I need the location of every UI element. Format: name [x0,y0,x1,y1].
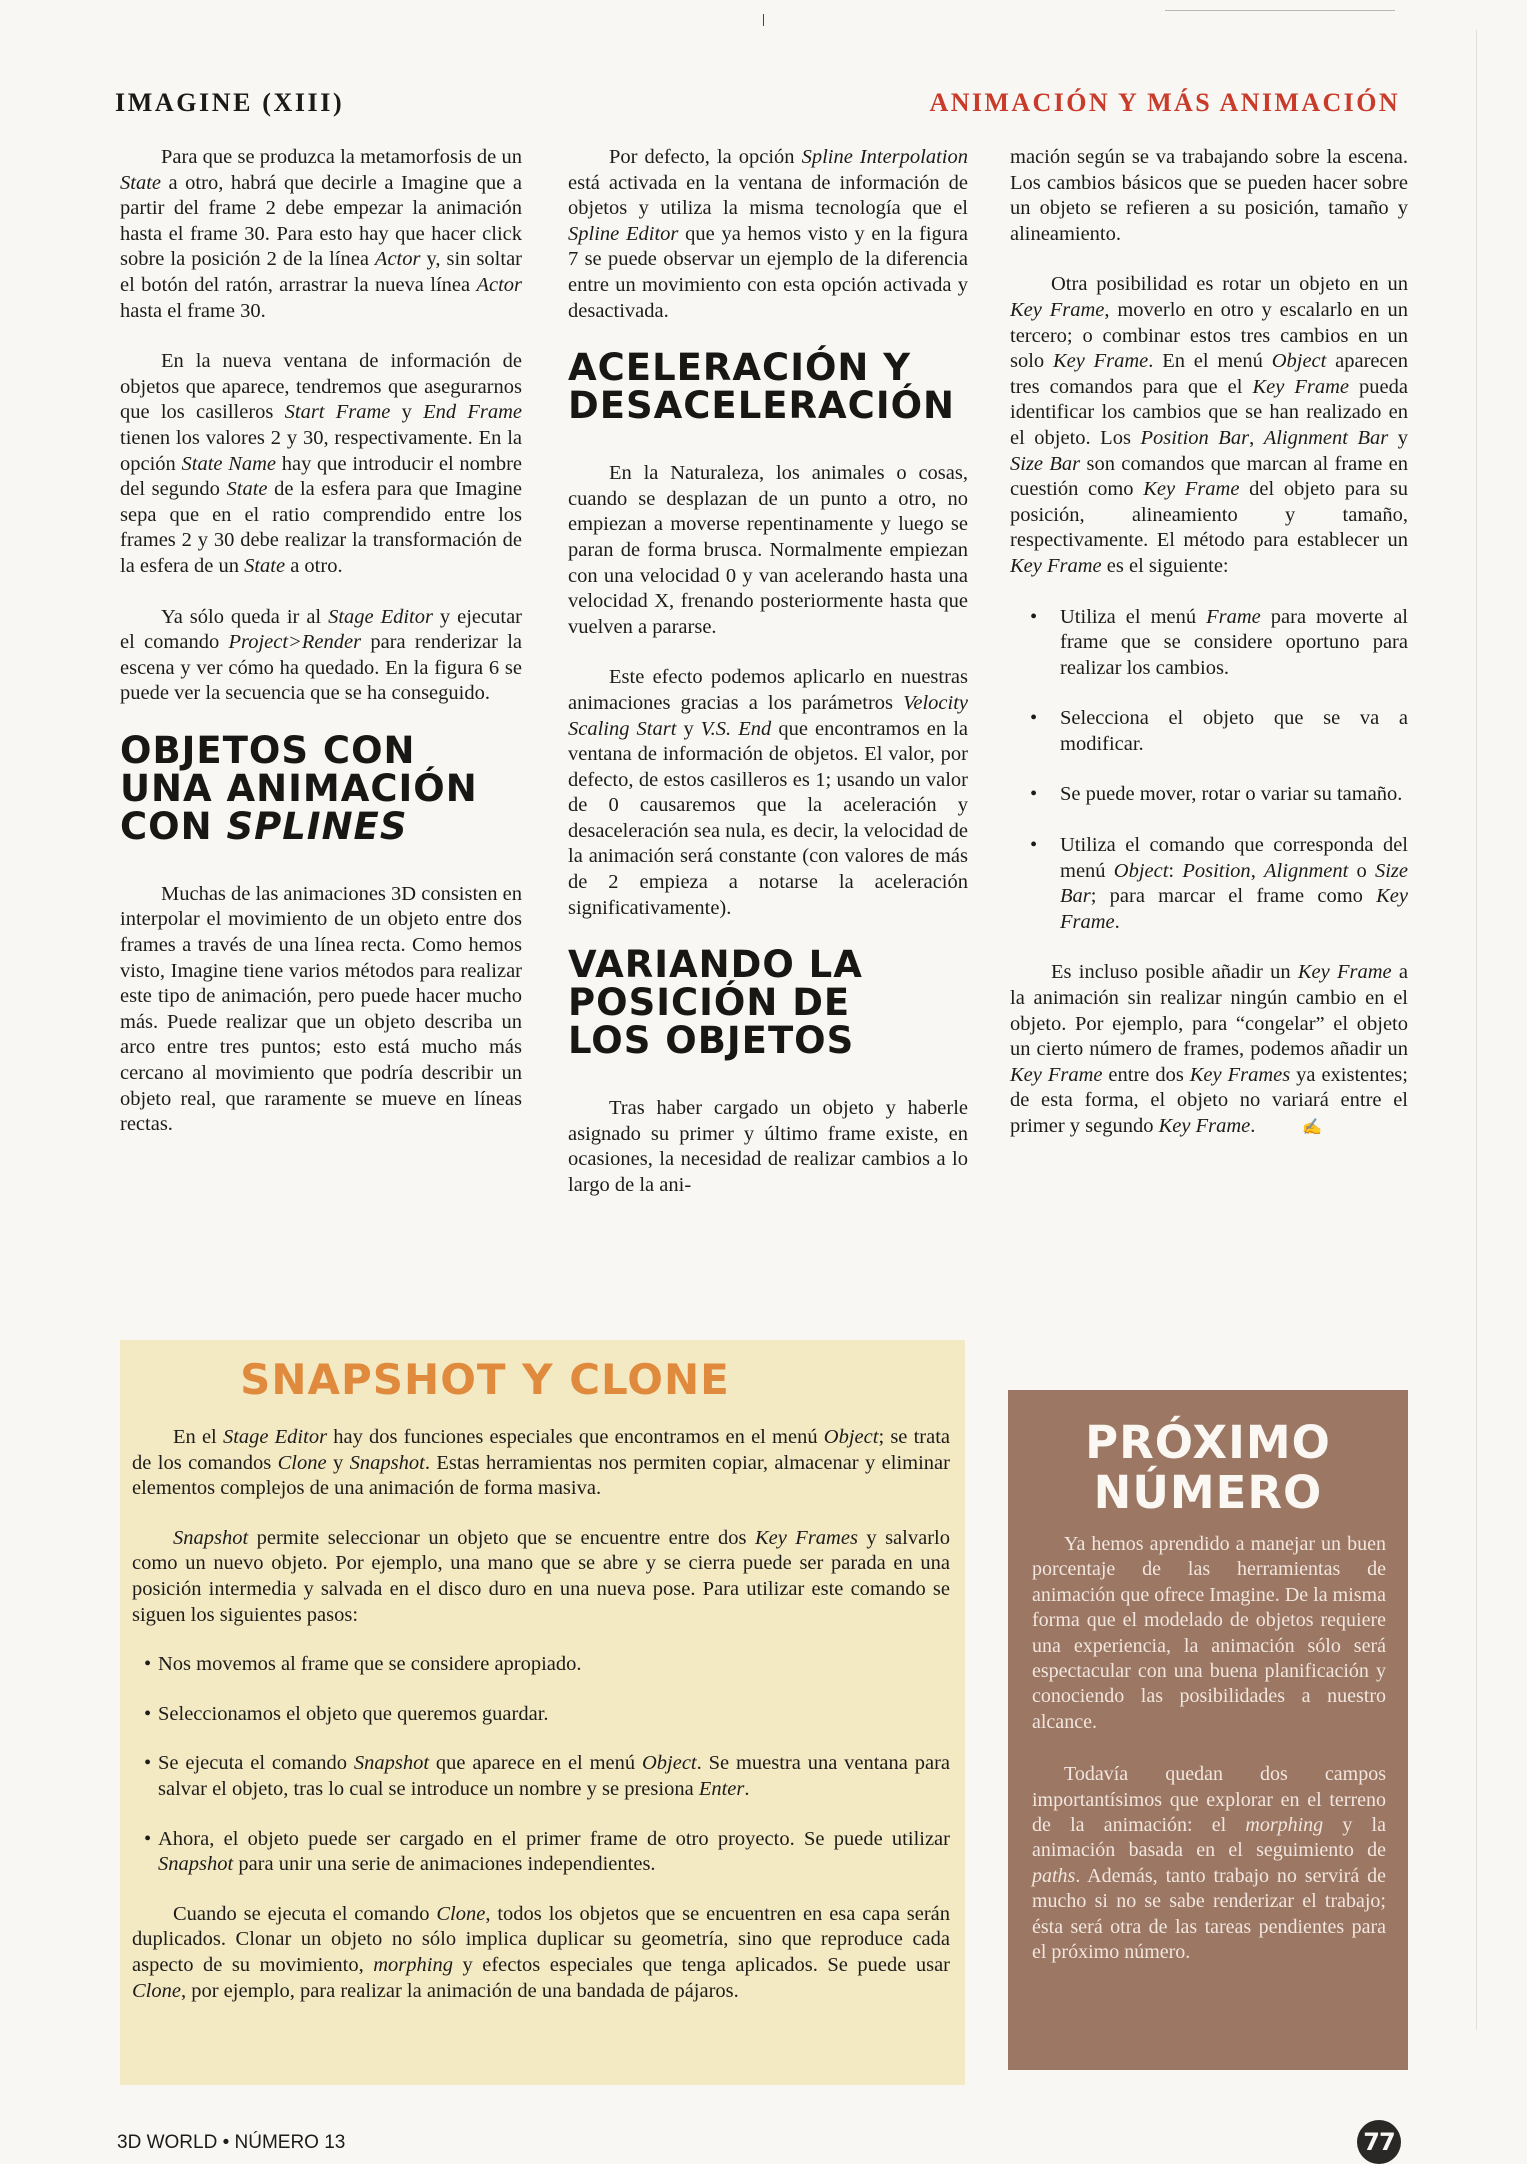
paragraph: Tras haber cargado un objeto y haberle asignado su primer y último frame existe, en ocasiones, la necesidad de realizar cambios a lo largo de la ani- [568,1097,968,1197]
paragraph: Snapshot permite seleccionar un objeto que se encuentre entre dos Key Frames y salvarlo como un nuevo objeto. Por ejemplo, una mano que se abre y se cierra puede ser parada en una posición intermedia y salvada en el disco duro en una nueva pose. Para utilizar este comando se siguen los siguientes pasos: [132,1526,950,1626]
snapshot-clone-title: SNAPSHOT Y CLONE [240,1355,730,1404]
list-item: • Se ejecuta el comando Snapshot que aparece en el menú Object. Se muestra una ventana para salvar el objeto, tras lo cual se introduce un nombre y se presiona Enter. [144,1752,950,1800]
right-edge-line [1476,30,1477,2030]
paragraph: Muchas de las animaciones 3D consisten en interpolar el movimiento de un objeto entre dos frames a través de una línea recta. Como hemos visto, Imagine tiene varios métodos para realizar este tipo de animación, pero puede hacer mucho más. Puede realizar que un objeto describa un arco entre tres puntos; esto está mucho más cercano al movimiento que podría describir un objeto real, que raramente se mueve en líneas rectas. [120,882,522,1136]
proximo-numero-body [1032,1532,1386,1993]
paragraph: Ya hemos aprendido a manejar un buen porcentaje de las herramientas de animación que ofrece Imagine. De la misma forma que el modelado de objetos requiere una experiencia, la animación sólo será espectacular con una buena planificación y conociendo las posibilidades a nuestro alcance. [1032,1533,1386,1733]
section-heading-splines: OBJETOS CON UNA ANIMACIÓN CON SPLINES [120,728,478,848]
running-head-right: ANIMACIÓN Y MÁS ANIMACIÓN [929,88,1400,117]
list-item: • Nos movemos al frame que se considere apropiado. [144,1653,582,1676]
column-2 [568,145,968,1224]
snapshot-steps-list [132,1652,950,1878]
paragraph: En la nueva ventana de información de objetos que aparece, tendremos que asegurarnos que los casilleros Start Frame y End Frame tienen los valores 2 y 30, respectivamente. En la opción State Name hay que introducir el nombre del segundo State de la esfera para que Imagine sepa que en el ratio comprendido entre los frames 2 y 30 debe realizar la transformación de la esfera de un State a otro. [120,350,522,577]
top-rule [1165,10,1395,11]
key-frame-steps-list [1010,605,1408,936]
snapshot-clone-body [132,1425,950,2028]
list-item: • Ahora, el objeto puede ser cargado en el primer frame de otro proyecto. Se puede utilizar Snapshot para unir una serie de animaciones independientes. [144,1827,950,1876]
paragraph: mación según se va trabajando sobre la escena. Los cambios básicos que se pueden hacer sobre un objeto se refieren a su posición, tamaño y alineamiento. [1010,146,1408,245]
end-of-article-icon: ✍ [1302,1119,1323,1136]
list-item: • Selecciona el objeto que se va a modificar. [1030,707,1408,755]
paragraph: Es incluso posible añadir un Key Frame a la animación sin realizar ningún cambio en el objeto. Por ejemplo, para “congelar” el objeto un cierto número de frames, podemos añadir un Key Frame entre dos Key Frames ya existentes; de esta forma, el objeto no variará entre el primer y segundo Key Frame. ✍ [1010,960,1408,1140]
footer-magazine-issue: 3D WORLD • NÚMERO 13 [117,2132,346,2153]
paragraph: Este efecto podemos aplicarlo en nuestras animaciones gracias a los parámetros Velocity Scaling Start y V.S. End que encontramos en la ventana de información de objetos. El valor, por defecto, de estos casilleros es 1; usando un valor de 0 causaremos que la aceleración y desaceleración sea nula, es decir, la velocidad de la animación será constante (con valores de más de 2 empieza a notarse la aceleración significativamente). [568,666,968,919]
page-number: 77 [1357,2120,1401,2164]
list-item: • Se puede mover, rotar o variar su tamaño. [1030,783,1403,806]
paragraph: En la Naturaleza, los animales o cosas, cuando se desplazan de un punto a otro, no empiezan a moverse repentinamente y luego se paran de forma brusca. Normalmente empiezan con una velocidad 0 y van acelerando hasta una velocidad X, frenando posteriormente hasta que vuelven a pararse. [568,462,968,638]
paragraph: En el Stage Editor hay dos funciones especiales que encontramos en el menú Object; se trata de los comandos Clone y Snapshot. Estas herramientas nos permiten copiar, almacenar y eliminar elementos complejos de una animación de forma masiva. [132,1426,950,1500]
list-item: • Seleccionamos el objeto que queremos guardar. [144,1702,549,1725]
column-3 [1010,145,1408,1166]
paragraph: Todavía quedan dos campos importantísimos que explorar en el terreno de la animación: el morphing y la animación basada en el seguimiento de paths. Además, tanto trabajo no servirá de mucho si no se sabe renderizar el trabajo; ésta será otra de las tareas pendientes para el próximo número. [1032,1763,1386,1964]
paragraph: Por defecto, la opción Spline Interpolation está activada en la ventana de información de objetos y utiliza la misma tecnología que el Spline Editor que ya hemos visto y en la figura 7 se puede observar un ejemplo de la diferencia entre un movimiento con esta opción activada y desactivada. [568,146,968,322]
paragraph: Cuando se ejecuta el comando Clone, todos los objetos que se encuentren en esa capa serán duplicados. Clonar un objeto no sólo implica duplicar su geometría, sino que reproduce cada aspecto de su movimiento, morphing y efectos especiales que tenga aplicados. Se puede usar Clone, por ejemplo, para realizar la animación de una bandada de pájaros. [132,1902,950,2002]
top-tick [763,14,764,26]
running-head-left: IMAGINE (XIII) [115,88,345,117]
paragraph: Para que se produzca la metamorfosis de un State a otro, habrá que decirle a Imagine que a partir del frame 2 debe empezar la animación hasta el frame 30. Para esto hay que hacer click sobre la posición 2 de la línea Actor y, sin soltar el botón del ratón, arrastrar la nueva línea Actor hasta el frame 30. [120,146,522,322]
paragraph: Otra posibilidad es rotar un objeto en un Key Frame, moverlo en otro y escalarlo en un tercero; o combinar estos tres cambios en un solo Key Frame. En el menú Object aparecen tres comandos para que el Key Frame pueda identificar los cambios que se han realizado en el objeto. Los Position Bar, Alignment Bar y Size Bar son comandos que marcan al frame en cuestión como Key Frame del objeto para su posición, alineamiento y tamaño, respectivamente. El método para establecer un Key Frame es el siguiente: [1010,273,1408,577]
section-heading-posicion: VARIANDO LA POSICIÓN DE LOS OBJETOS [568,943,863,1063]
column-1 [120,145,522,1163]
proximo-numero-title: PRÓXIMO NÚMERO [1085,1416,1331,1519]
section-heading-aceleracion: ACELERACIÓN Y DESACELERACIÓN [568,346,956,428]
list-item: • Utiliza el menú Frame para moverte al frame que se considere oportuno para realizar los cambios. [1030,605,1409,679]
paragraph: Ya sólo queda ir al Stage Editor y ejecutar el comando Project>Render para renderizar la escena y ver cómo ha quedado. En la figura 6 se puede ver la secuencia que se ha conseguido. [120,605,522,705]
list-item: • Utiliza el comando que corresponda del menú Object: Position, Alignment o Size Bar; para marcar el frame como Key Frame. [1030,834,1409,933]
